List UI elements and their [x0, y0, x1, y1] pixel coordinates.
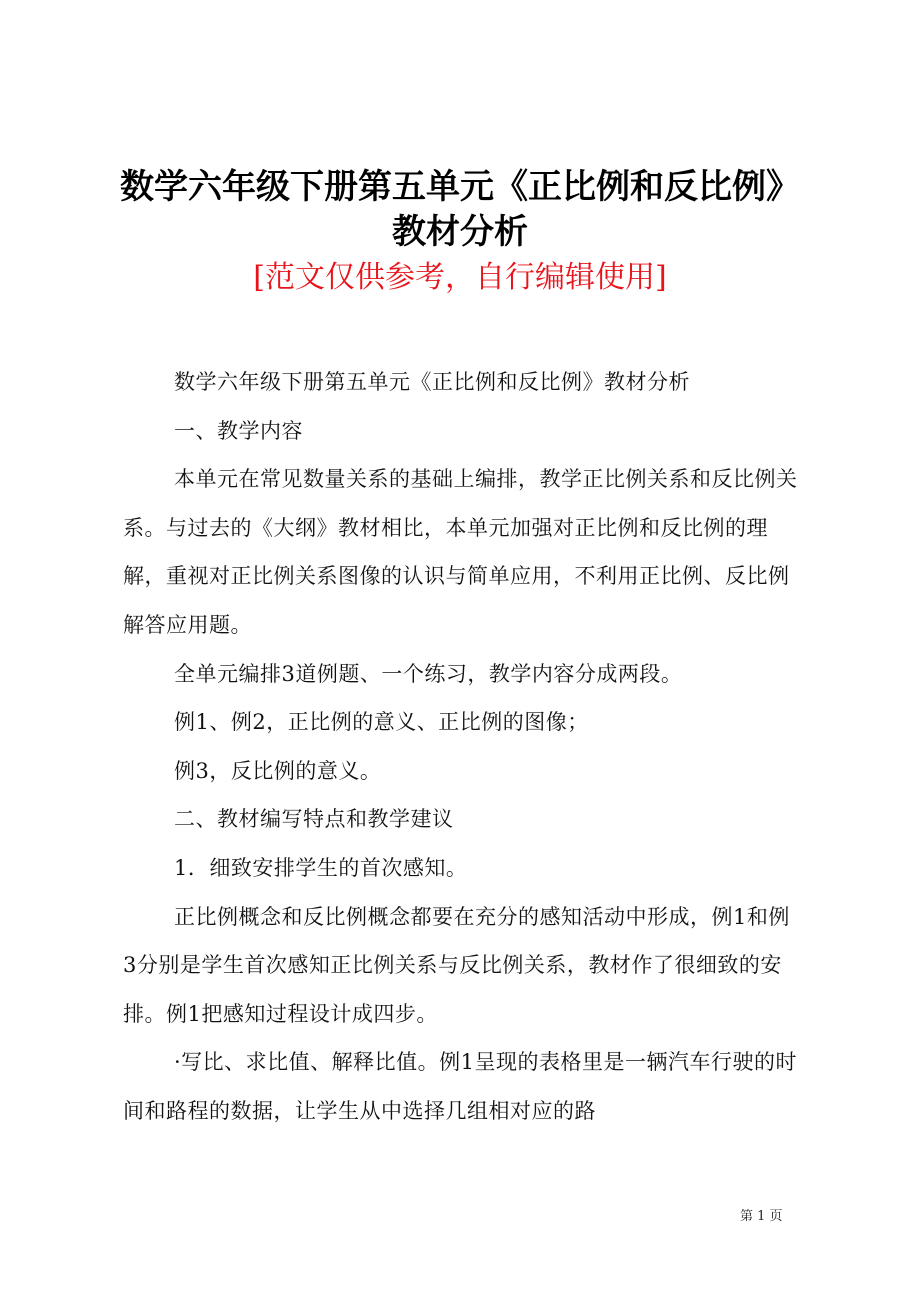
section-heading-features: 二、教材编写特点和教学建议: [174, 807, 454, 832]
paragraph: 全单元编排3道例题、一个练习，教学内容分成两段。: [174, 661, 683, 686]
bullet-paragraph: ·写比、求比值、解释比值。例1呈现的表格里是一辆汽车行驶的时间和路程的数据，让学生从中选择几组相对应的路: [123, 1050, 798, 1123]
document-body: [123, 358, 799, 1136]
paragraph-heading: 数学六年级下册第五单元《正比例和反比例》教材分析: [174, 370, 690, 394]
document-title-line-1: 数学六年级下册第五单元《正比例和反比例》: [120, 167, 800, 207]
section-heading-teaching-content: 一、教学内容: [174, 418, 303, 443]
document-subtitle: [范文仅供参考，自行编辑使用]: [253, 260, 667, 295]
subsection-heading: 1．细致安排学生的首次感知。: [174, 855, 468, 880]
paragraph: 例3，反比例的意义。: [174, 758, 382, 783]
paragraph: 例1、例2，正比例的意义、正比例的图像；: [174, 710, 589, 735]
paragraph: 本单元在常见数量关系的基础上编排，教学正比例关系和反比例关系。与过去的《大纲》教材相比，本单元加强对正比例和反比例的理解，重视对正比例关系图像的认识与简单应用，不利用正比例、反比例解答应用题。: [123, 467, 798, 637]
document-title-line-2: 教材分析: [392, 212, 528, 252]
paragraph: 正比例概念和反比例概念都要在充分的感知活动中形成，例1和例3分别是学生首次感知正比例关系与反比例关系，教材作了很细致的安排。例1把感知过程设计成四步。: [123, 904, 790, 1026]
page-number: 第 1 页: [740, 1209, 783, 1224]
